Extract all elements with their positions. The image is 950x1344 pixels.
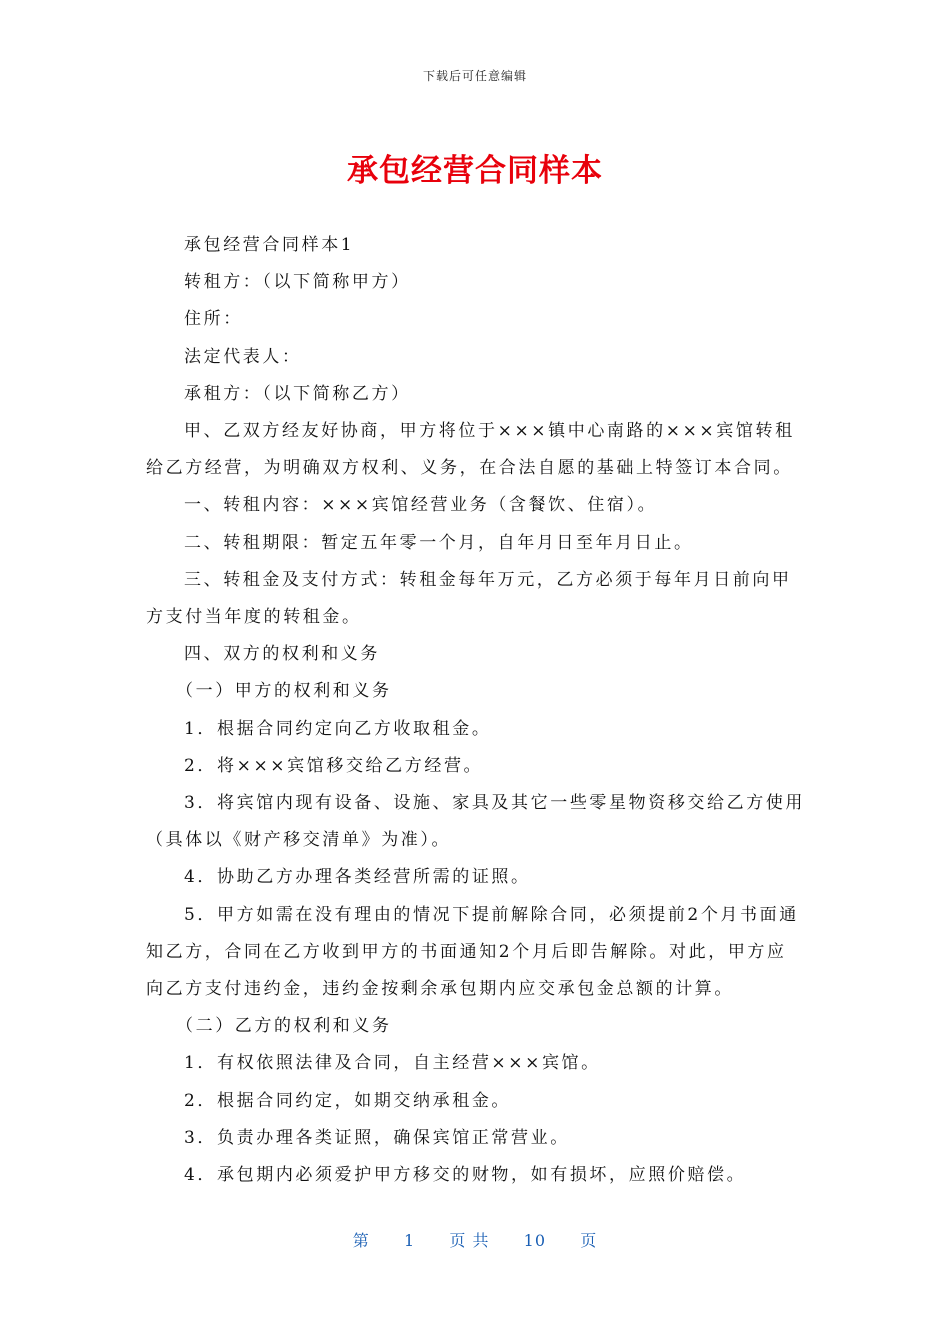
paragraph-party-b-item-3: 3．负责办理各类证照，确保宾馆正常营业。 bbox=[184, 1127, 570, 1148]
contract-body bbox=[146, 227, 806, 1194]
page-number: 1 bbox=[403, 1231, 416, 1250]
paragraph-party-b-item-1: 1．有权依照法律及合同，自主经营×××宾馆。 bbox=[184, 1053, 601, 1074]
page-footer bbox=[0, 1228, 950, 1251]
paragraph-legal-representative: 法定代表人： bbox=[184, 346, 302, 367]
paragraph-sample-heading: 承包经营合同样本1 bbox=[184, 235, 355, 255]
paragraph-preamble: 甲、乙双方经友好协商，甲方将位于×××镇中心南路的×××宾馆转租给乙方经营，为明确双方权利、义务，在合法自愿的基础上特签订本合同。 bbox=[146, 421, 795, 479]
paragraph-party-b-heading: （二）乙方的权利和义务 bbox=[176, 1016, 392, 1037]
total-pages: 10 bbox=[523, 1231, 546, 1250]
paragraph-party-a-item-3: 3．将宾馆内现有设备、设施、家具及其它一些零星物资移交给乙方使用（具体以《财产移交清单》为准）。 bbox=[146, 793, 806, 851]
paragraph-clause-2: 二、转租期限：暂定五年零一个月，自年月日至年月日止。 bbox=[184, 532, 694, 553]
paragraph-clause-4: 四、双方的权利和义务 bbox=[184, 644, 380, 665]
paragraph-lessor: 转租方：（以下简称甲方） bbox=[184, 272, 411, 293]
paragraph-lessee: 承租方：（以下简称乙方） bbox=[184, 383, 411, 404]
paragraph-party-a-item-4: 4．协助乙方办理各类经营所需的证照。 bbox=[184, 867, 531, 888]
paragraph-party-a-item-5: 5．甲方如需在没有理由的情况下提前解除合同，必须提前2个月书面通知乙方，合同在乙方收到甲方的书面通知2个月后即告解除。对此，甲方应向乙方支付违约金，违约金按剩余承包期内应交承包金总额的计算。 bbox=[146, 904, 799, 1000]
paragraph-clause-3: 三、转租金及支付方式：转租金每年万元，乙方必须于每年月日前向甲方支付当年度的转租金。 bbox=[146, 569, 792, 628]
document-title: 承包经营合同样本 bbox=[347, 153, 603, 189]
paragraph-party-a-item-1: 1．根据合同约定向乙方收取租金。 bbox=[184, 718, 492, 739]
header-note: 下载后可任意编辑 bbox=[422, 69, 527, 83]
paragraph-clause-1: 一、转租内容：×××宾馆经营业务（含餐饮、住宿）。 bbox=[184, 495, 658, 516]
paragraph-address: 住所： bbox=[184, 309, 243, 330]
of-label: 页 共 bbox=[449, 1231, 490, 1250]
paragraph-party-a-heading: （一）甲方的权利和义务 bbox=[176, 681, 392, 702]
paragraph-party-b-item-4: 4．承包期内必须爱护甲方移交的财物，如有损坏，应照价赔偿。 bbox=[184, 1165, 747, 1186]
page-label: 第 bbox=[352, 1231, 370, 1250]
pages-suffix: 页 bbox=[580, 1231, 598, 1250]
paragraph-party-a-item-2: 2．将×××宾馆移交给乙方经营。 bbox=[184, 755, 484, 776]
paragraph-party-b-item-2: 2．根据合同约定，如期交纳承租金。 bbox=[184, 1090, 512, 1111]
